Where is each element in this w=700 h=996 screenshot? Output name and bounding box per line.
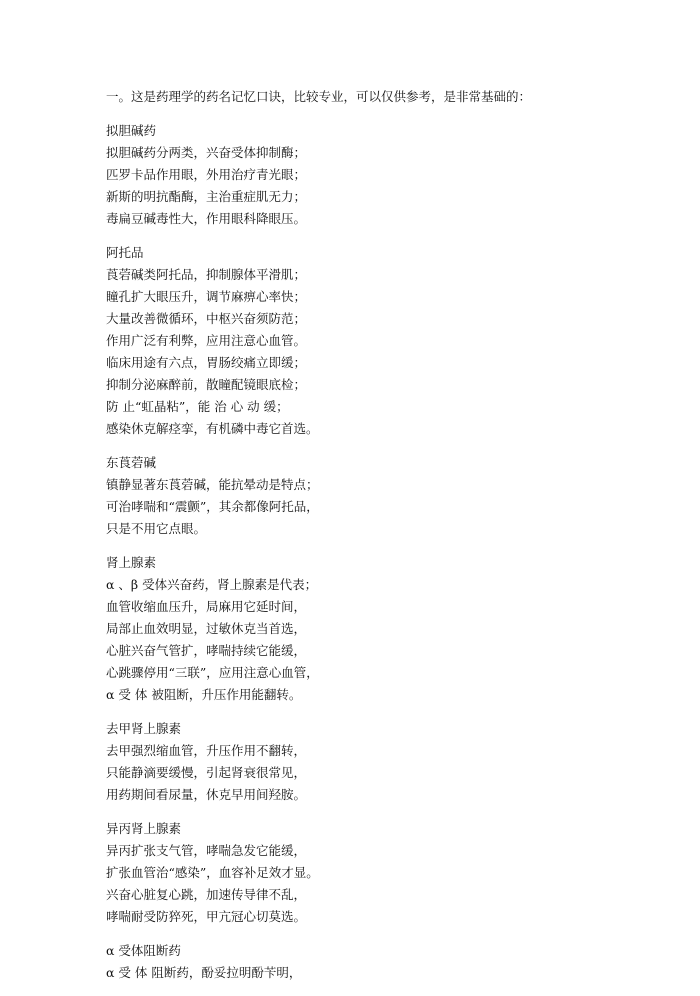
verse-line: 异丙扩张支气管，哮喘急发它能缓， [106,843,307,858]
verse-line: 瞳孔扩大眼压升，调节麻痹心率快； [106,289,307,304]
verse-line: α 、β 受体兴奋药，肾上腺素是代表； [106,577,318,592]
section-alpha-blockers [106,940,626,984]
document-page [106,86,626,996]
section-atropine [106,242,626,440]
verse-line: 新斯的明抗酯酶，主治重症肌无力； [106,189,307,204]
verse-line: 拟胆碱药分两类，兴奋受体抑制酶； [106,145,307,160]
verse-line: α 受 体 阻断药，酚妥拉明酚苄明， [106,965,302,980]
verse-line: 抑制分泌麻醉前，散瞳配镜眼底检； [106,377,307,392]
section-norepinephrine [106,718,626,806]
verse-line: 心脏兴奋气管扩，哮喘持续它能缓， [106,643,307,658]
section-heading: 东莨菪碱 [106,455,157,470]
verse-line: 扩张血管治“感染”，血容补足效才显。 [106,865,319,880]
section-heading: 去甲肾上腺素 [106,721,182,736]
section-epinephrine [106,552,626,706]
section-cholinergic [106,120,626,230]
verse-line: 兴奋心脏复心跳，加速传导律不乱， [106,887,307,902]
intro-paragraph: 一。这是药理学的药名记忆口诀，比较专业，可以仅供参考，是非常基础的： [106,89,532,104]
verse-line: 只能静滴要缓慢，引起肾衰很常见， [106,765,307,780]
section-heading: α 受体阻断药 [106,943,181,958]
verse-line: 可治哮喘和“震颤”，其余都像阿托品， [106,499,319,514]
verse-line: 用药期间看尿量，休克早用间羟胺。 [106,787,307,802]
verse-line: 防 止“虹晶粘”，能 治 心 动 缓； [106,399,289,414]
verse-line: 哮喘耐受防猝死，甲亢冠心切莫选。 [106,909,307,924]
verse-line: 血管收缩血压升，局麻用它延时间， [106,599,307,614]
verse-line: 临床用途有六点，胃肠绞痛立即缓； [106,355,307,370]
verse-line: 镇静显著东莨菪碱，能抗晕动是特点； [106,477,319,492]
verse-line: 匹罗卡品作用眼，外用治疗青光眼； [106,167,307,182]
section-heading: 异丙肾上腺素 [106,821,182,836]
section-heading: 肾上腺素 [106,555,157,570]
section-heading: 拟胆碱药 [106,123,157,138]
verse-line: 感染休克解痉挛，有机磷中毒它首选。 [106,421,319,436]
verse-line: 毒扁豆碱毒性大，作用眼科降眼压。 [106,211,307,226]
verse-line: α 受 体 被阻断，升压作用能翻转。 [106,687,302,702]
verse-line: 只是不用它点眼。 [106,521,207,536]
verse-line: 局部止血效明显，过敏休克当首选， [106,621,307,636]
verse-line: 莨菪碱类阿托品，抑制腺体平滑肌； [106,267,307,282]
verse-line: 去甲强烈缩血管，升压作用不翻转， [106,743,307,758]
section-isoprenaline [106,818,626,928]
verse-line: 作用广泛有利弊，应用注意心血管。 [106,333,307,348]
verse-line: 大量改善微循环，中枢兴奋须防范； [106,311,307,326]
section-heading: 阿托品 [106,245,144,260]
verse-line: 心跳骤停用“三联”，应用注意心血管， [106,665,319,680]
section-scopolamine [106,452,626,540]
